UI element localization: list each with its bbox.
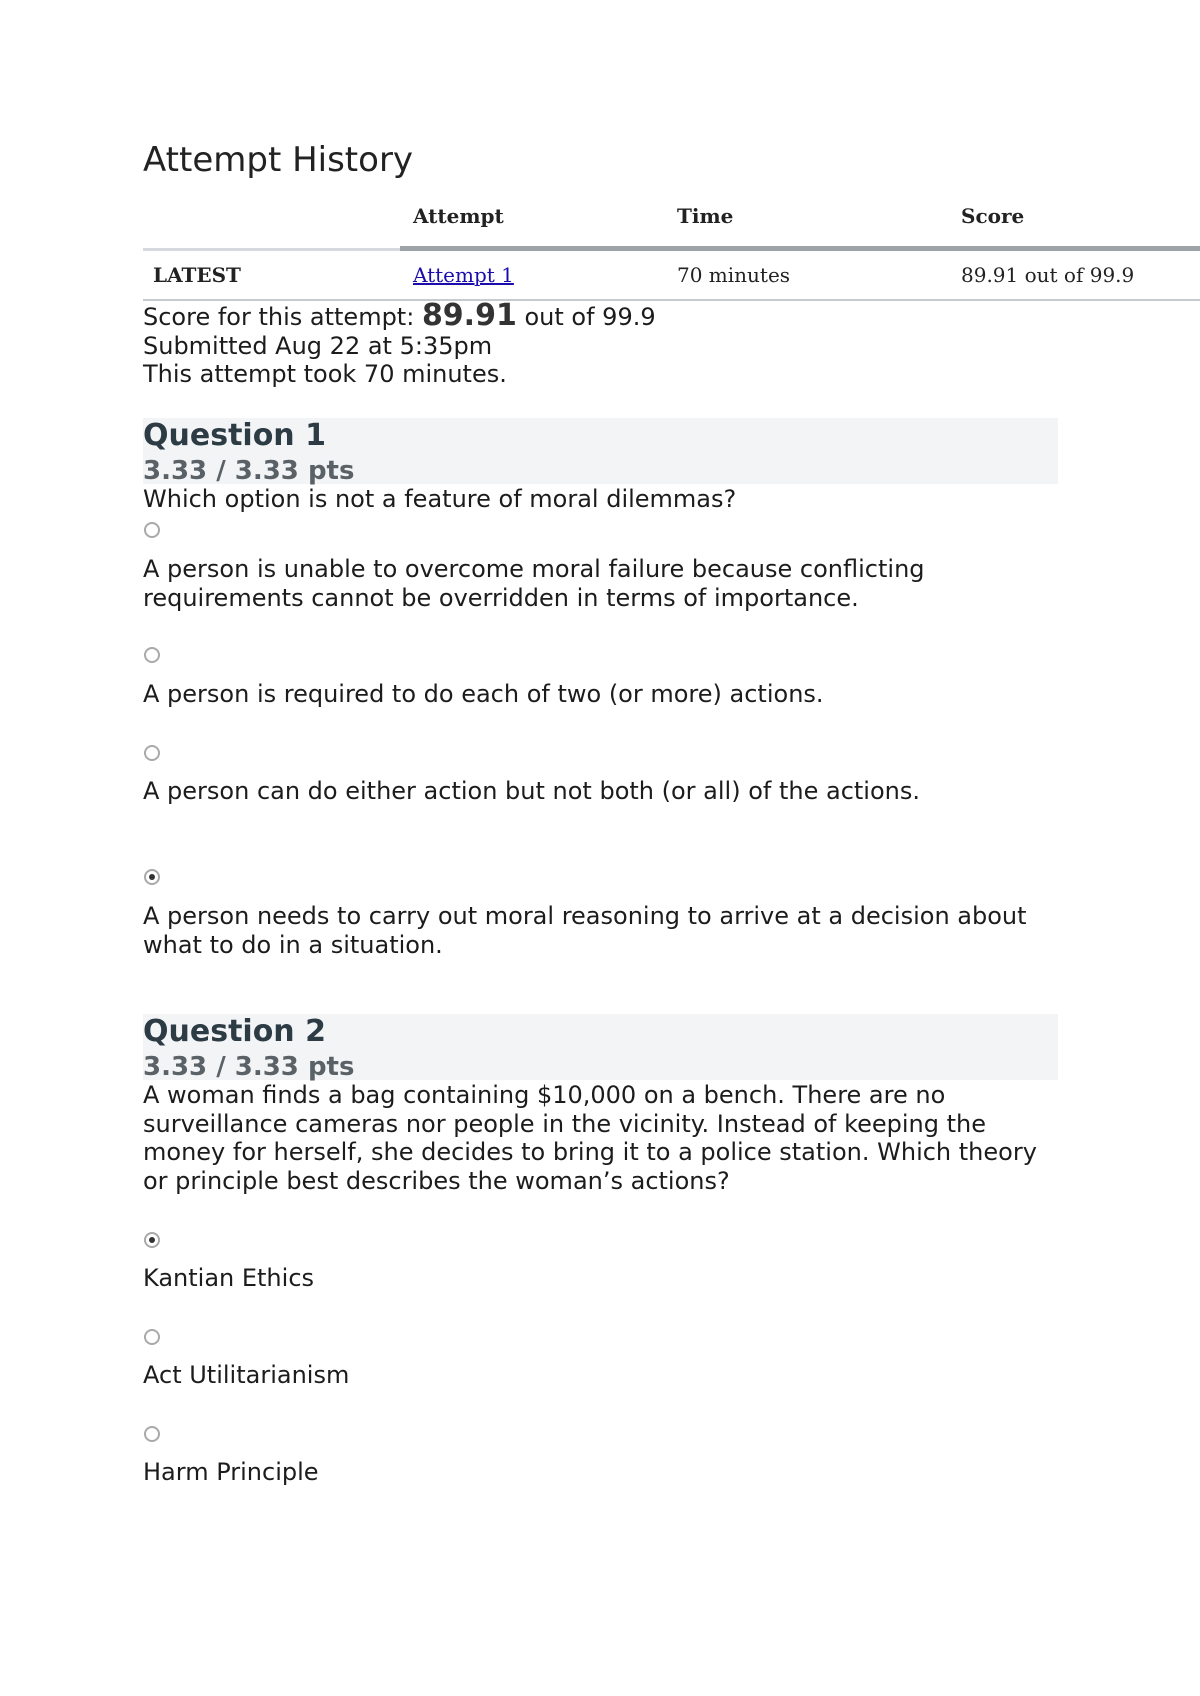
table-header bbox=[143, 196, 1200, 248]
score-prefix: Score for this attempt: bbox=[143, 303, 422, 331]
question-2-points: 3.33 / 3.33 pts bbox=[143, 1052, 355, 1082]
table-row bbox=[143, 251, 1200, 301]
q2-option-2-radio[interactable] bbox=[144, 1329, 160, 1345]
duration-line: This attempt took 70 minutes. bbox=[143, 360, 507, 388]
question-1-text: Which option is not a feature of moral dilemmas? bbox=[143, 485, 737, 513]
q2-option-3-radio[interactable] bbox=[144, 1426, 160, 1442]
q2-option-1-text: Kantian Ethics bbox=[143, 1264, 315, 1292]
question-2-text: A woman finds a bag containing $10,000 on a bench. There are no surveillance cameras nor people in the vicinity. Instead of keeping the money for herself, she decides to bring it to a police station. Which theory or principle best describes the woman’s actions? bbox=[143, 1081, 1037, 1195]
question-1-points: 3.33 / 3.33 pts bbox=[143, 456, 355, 486]
q1-option-3-text: A person can do either action but not both (or all) of the actions. bbox=[143, 777, 920, 805]
question-2-header bbox=[143, 1014, 1058, 1080]
q1-option-4-radio[interactable] bbox=[144, 869, 160, 885]
question-2-title: Question 2 bbox=[143, 1014, 326, 1049]
question-1-header bbox=[143, 418, 1058, 484]
q1-option-3-radio[interactable] bbox=[144, 745, 160, 761]
q2-option-3-text: Harm Principle bbox=[143, 1458, 319, 1486]
score-suffix: out of 99.9 bbox=[516, 303, 656, 331]
q1-option-4-text: A person needs to carry out moral reasoning to arrive at a decision about what to do in a situation. bbox=[143, 902, 1027, 959]
attempt-score: 89.91 out of 99.9 bbox=[961, 263, 1135, 287]
page-title: Attempt History bbox=[143, 140, 414, 180]
q2-option-1-radio[interactable] bbox=[144, 1232, 160, 1248]
attempt-time: 70 minutes bbox=[677, 263, 791, 287]
attempt-history-table bbox=[143, 196, 1200, 301]
header-score: Score bbox=[961, 204, 1025, 228]
q1-option-2-radio[interactable] bbox=[144, 647, 160, 663]
latest-label: LATEST bbox=[153, 263, 241, 287]
q2-option-2-text: Act Utilitarianism bbox=[143, 1361, 350, 1389]
attempt-summary bbox=[143, 298, 656, 389]
attempt-1-link[interactable]: Attempt 1 bbox=[413, 263, 514, 287]
header-time: Time bbox=[677, 204, 734, 228]
header-attempt: Attempt bbox=[413, 204, 504, 228]
q1-option-1-radio[interactable] bbox=[144, 522, 160, 538]
score-line bbox=[143, 298, 656, 333]
question-1-title: Question 1 bbox=[143, 418, 326, 453]
submitted-line: Submitted Aug 22 at 5:35pm bbox=[143, 331, 493, 360]
score-value: 89.91 bbox=[421, 298, 517, 333]
q1-option-2-text: A person is required to do each of two (or more) actions. bbox=[143, 680, 824, 708]
q1-option-1-text: A person is unable to overcome moral failure because conflicting requirements cannot be overridden in terms of importance. bbox=[143, 555, 925, 612]
